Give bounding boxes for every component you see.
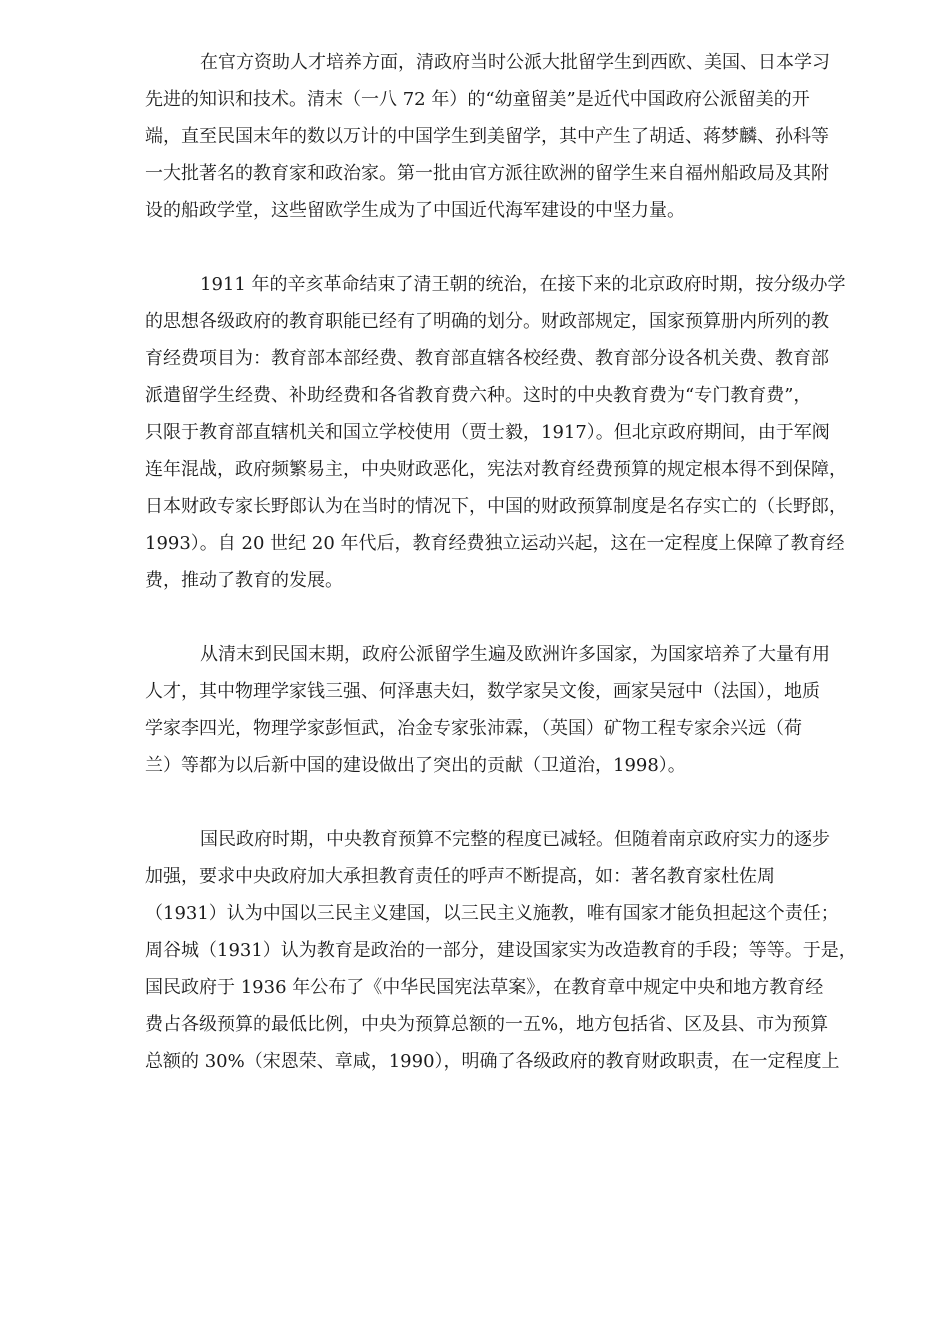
text-line: 人才，其中物理学家钱三强、何泽惠夫妇，数学家吴文俊，画家吴冠中（法国），地质 — [145, 681, 820, 702]
text-line: 加强，要求中央政府加大承担教育责任的呼声不断提高，如：著名教育家杜佐周 — [145, 866, 775, 887]
paragraph-4 — [145, 821, 880, 1080]
text-line: 总额的 30%（宋恩荣、章咸，1990），明确了各级政府的教育财政职责，在一定程度上 — [145, 1051, 840, 1072]
text-line: 学家李四光，物理学家彭恒武，冶金专家张沛霖，（英国）矿物工程专家余兴远（荷 — [145, 718, 802, 739]
text-line: 的思想各级政府的教育职能已经有了明确的划分。财政部规定，国家预算册内所列的教 — [145, 311, 829, 332]
text-line: 端，直至民国末年的数以万计的中国学生到美留学，其中产生了胡适、蒋梦麟、孙科等 — [145, 126, 829, 147]
paragraph-2 — [145, 266, 880, 599]
text-line: 费占各级预算的最低比例，中央为预算总额的一五%，地方包括省、区及县、市为预算 — [145, 1014, 829, 1035]
paragraph-3 — [145, 636, 880, 784]
text-line: 从清末到民国末期，政府公派留学生遍及欧洲许多国家，为国家培养了大量有用 — [200, 644, 830, 665]
text-line: 周谷城（1931）认为教育是政治的一部分，建设国家实为改造教育的手段；等等。于是， — [145, 940, 857, 961]
text-line: 1911 年的辛亥革命结束了清王朝的统治，在接下来的北京政府时期，按分级办学 — [200, 274, 846, 295]
text-line: 费，推动了教育的发展。 — [145, 570, 343, 591]
text-line: （1931）认为中国以三民主义建国，以三民主义施教，唯有国家才能负担起这个责任； — [145, 903, 839, 924]
text-line: 设的船政学堂，这些留欧学生成为了中国近代海军建设的中坚力量。 — [145, 200, 685, 221]
text-line: 连年混战，政府频繁易主，中央财政恶化，宪法对教育经费预算的规定根本得不到保障， — [145, 459, 847, 480]
text-line: 国民政府时期，中央教育预算不完整的程度已减轻。但随着南京政府实力的逐步 — [200, 829, 830, 850]
text-line: 国民政府于 1936 年公布了《中华民国宪法草案》，在教育章中规定中央和地方教育经 — [145, 977, 824, 998]
text-line: 在官方资助人才培养方面，清政府当时公派大批留学生到西欧、美国、日本学习 — [200, 52, 830, 73]
text-line: 派遣留学生经费、补助经费和各省教育费六种。这时的中央教育费为“专门教育费”， — [145, 385, 812, 406]
text-line: 日本财政专家长野郎认为在当时的情况下，中国的财政预算制度是名存实亡的（长野郎， — [145, 496, 847, 517]
text-line: 一大批著名的教育家和政治家。第一批由官方派往欧洲的留学生来自福州船政局及其附 — [145, 163, 829, 184]
document-body — [145, 44, 880, 1117]
text-line: 育经费项目为：教育部本部经费、教育部直辖各校经费、教育部分设各机关费、教育部 — [145, 348, 829, 369]
text-line: 1993）。自 20 世纪 20 年代后，教育经费独立运动兴起，这在一定程度上保障了教育经 — [145, 533, 845, 554]
paragraph-1 — [145, 44, 880, 229]
text-line: 只限于教育部直辖机关和国立学校使用（贾士毅，1917）。但北京政府期间，由于军阀 — [145, 422, 830, 443]
text-line: 兰）等都为以后新中国的建设做出了突出的贡献（卫道治，1998）。 — [145, 755, 686, 776]
text-line: 先进的知识和技术。清末（一八 72 年）的“幼童留美”是近代中国政府公派留美的开 — [145, 89, 810, 110]
